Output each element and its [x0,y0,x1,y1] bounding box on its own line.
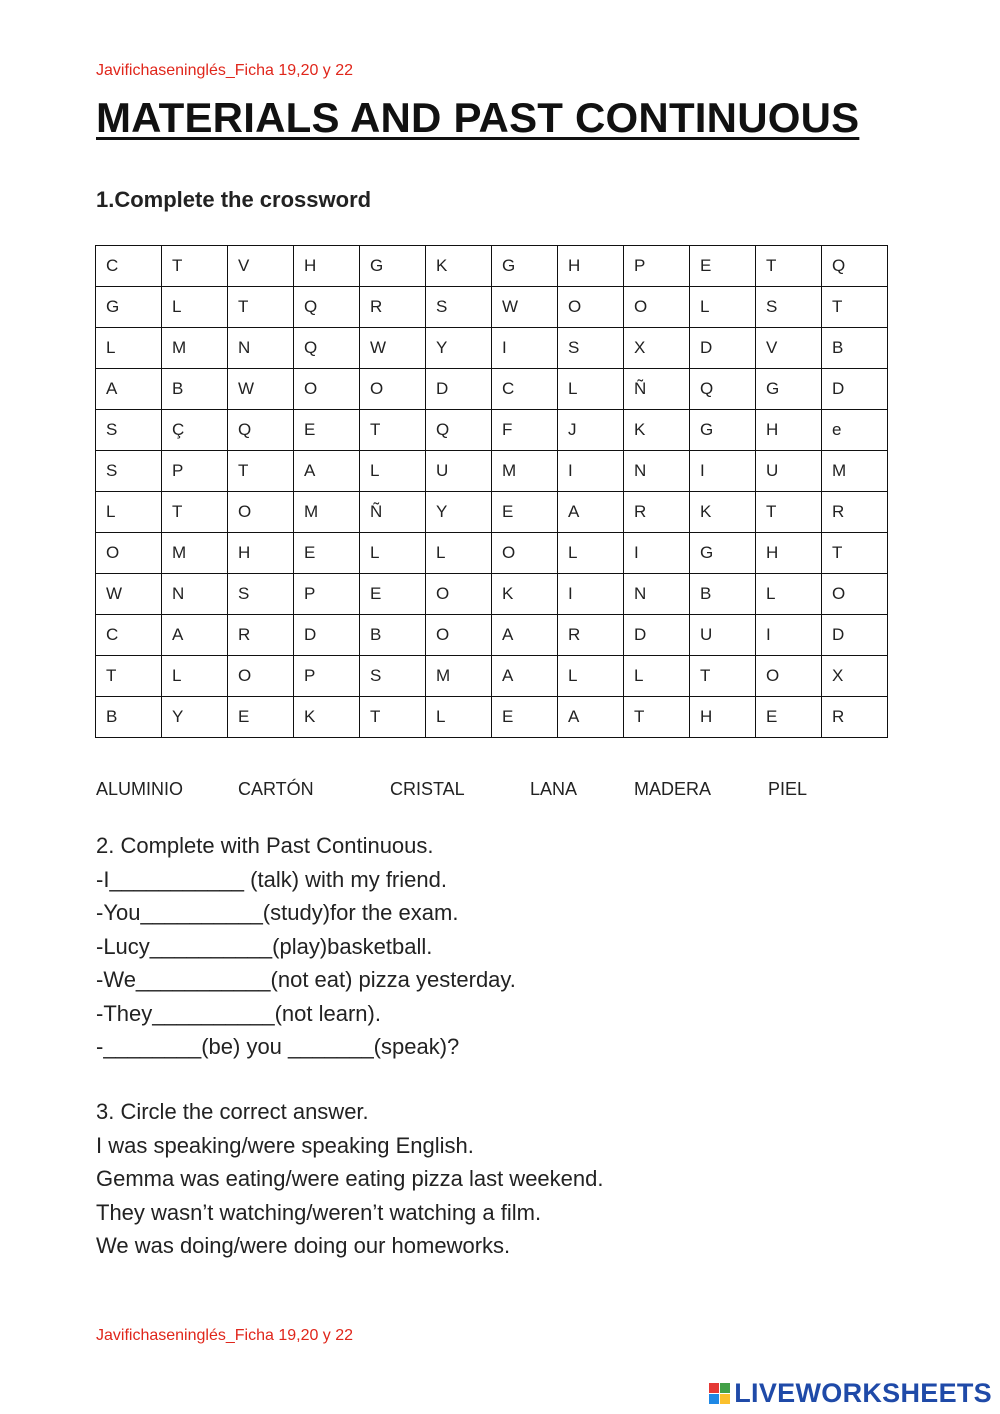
grid-cell[interactable]: O [228,656,294,697]
grid-cell[interactable]: Y [426,492,492,533]
grid-cell[interactable]: M [294,492,360,533]
grid-cell[interactable]: S [558,328,624,369]
exercise-line[interactable]: They wasn’t watching/weren’t watching a film. [96,1199,542,1225]
brand-watermark[interactable] [709,1378,992,1409]
grid-cell[interactable]: G [690,410,756,451]
word-list [96,779,856,803]
grid-row [96,246,888,287]
grid-cell[interactable]: L [162,287,228,328]
grid-cell[interactable]: T [756,492,822,533]
grid-cell[interactable]: L [756,574,822,615]
exercise-line[interactable]: -We___________(not eat) pizza yesterday. [96,967,516,992]
grid-cell[interactable]: e [822,410,888,451]
grid-cell[interactable]: W [96,574,162,615]
grid-cell[interactable]: T [228,451,294,492]
grid-cell[interactable]: A [558,492,624,533]
grid-cell[interactable]: S [96,451,162,492]
grid-cell[interactable]: K [426,246,492,287]
grid-cell[interactable]: L [162,656,228,697]
grid-cell[interactable]: X [624,328,690,369]
word-item: CARTÓN [238,779,314,799]
grid-cell[interactable]: T [228,287,294,328]
grid-cell[interactable]: O [756,656,822,697]
grid-cell[interactable]: A [492,656,558,697]
grid-cell[interactable]: T [162,246,228,287]
grid-cell[interactable]: L [558,656,624,697]
grid-cell[interactable]: V [228,246,294,287]
grid-cell[interactable]: D [294,615,360,656]
grid-cell[interactable]: P [624,246,690,287]
section1-heading: 1.Complete the crossword [96,187,372,212]
grid-cell[interactable]: L [558,533,624,574]
grid-cell[interactable]: L [360,451,426,492]
grid-cell[interactable]: I [690,451,756,492]
exercise-line[interactable]: Gemma was eating/were eating pizza last weekend. [96,1166,604,1191]
grid-cell[interactable]: P [294,656,360,697]
grid-cell[interactable]: W [492,287,558,328]
grid-cell[interactable]: O [228,492,294,533]
section2-heading: 2. Complete with Past Continuous. [96,833,434,858]
grid-cell[interactable]: B [96,697,162,738]
brand-name: LIVEWORKSHEETS [734,1378,992,1408]
grid-cell[interactable]: Q [426,410,492,451]
section2-exercise [96,829,516,1064]
grid-cell[interactable]: Y [426,328,492,369]
grid-cell[interactable]: H [756,533,822,574]
grid-cell[interactable]: C [96,246,162,287]
grid-cell[interactable]: H [690,697,756,738]
grid-cell[interactable]: A [294,451,360,492]
grid-cell[interactable]: L [690,287,756,328]
grid-cell[interactable]: A [162,615,228,656]
grid-cell[interactable]: B [690,574,756,615]
grid-cell[interactable]: T [690,656,756,697]
grid-cell[interactable]: S [426,287,492,328]
grid-cell[interactable]: G [492,246,558,287]
grid-cell[interactable]: Q [690,369,756,410]
grid-cell[interactable]: R [558,615,624,656]
grid-row [96,656,888,697]
grid-cell[interactable]: O [294,369,360,410]
header-credit: Javifichaseninglés_Ficha 19,20 y 22 [96,62,354,79]
grid-cell[interactable]: B [162,369,228,410]
grid-cell[interactable]: B [822,328,888,369]
grid-cell[interactable]: K [294,697,360,738]
grid-cell[interactable]: T [822,533,888,574]
grid-cell[interactable]: N [228,328,294,369]
grid-cell[interactable]: T [96,656,162,697]
grid-cell[interactable]: L [360,533,426,574]
grid-cell[interactable]: E [690,246,756,287]
grid-row [96,492,888,533]
grid-cell[interactable]: M [822,451,888,492]
section3-heading: 3. Circle the correct answer. [96,1099,369,1124]
grid-cell[interactable]: G [96,287,162,328]
grid-cell[interactable]: I [558,451,624,492]
grid-cell[interactable]: M [492,451,558,492]
grid-cell[interactable]: L [96,328,162,369]
grid-cell[interactable]: U [756,451,822,492]
grid-cell[interactable]: H [558,246,624,287]
grid-cell[interactable]: A [492,615,558,656]
grid-cell[interactable]: K [624,410,690,451]
page-title: MATERIALS AND PAST CONTINUOUS [96,94,860,141]
grid-cell[interactable]: L [624,656,690,697]
grid-cell[interactable]: D [624,615,690,656]
grid-cell[interactable]: Q [294,328,360,369]
grid-cell[interactable]: I [492,328,558,369]
grid-cell[interactable]: H [228,533,294,574]
exercise-line[interactable]: -________(be) you _______(speak)? [96,1034,460,1059]
grid-cell[interactable]: O [624,287,690,328]
grid-cell[interactable]: X [822,656,888,697]
exercise-line[interactable]: I was speaking/were speaking English. [96,1132,474,1158]
grid-cell[interactable]: T [360,410,426,451]
grid-cell[interactable]: E [492,697,558,738]
grid-cell[interactable]: T [162,492,228,533]
grid-cell[interactable]: O [426,615,492,656]
grid-cell[interactable]: W [228,369,294,410]
grid-cell[interactable]: A [96,369,162,410]
grid-cell[interactable]: D [822,369,888,410]
grid-cell[interactable]: Q [294,287,360,328]
grid-cell[interactable]: E [294,533,360,574]
grid-cell[interactable]: T [822,287,888,328]
grid-row [96,369,888,410]
crossword-grid [95,245,888,738]
grid-cell[interactable]: W [360,328,426,369]
grid-cell[interactable]: L [96,492,162,533]
grid-cell[interactable]: E [492,492,558,533]
grid-cell[interactable]: M [162,328,228,369]
grid-cell[interactable]: O [558,287,624,328]
grid-cell[interactable]: T [624,697,690,738]
grid-cell[interactable]: E [360,574,426,615]
grid-cell[interactable]: D [690,328,756,369]
grid-cell[interactable]: J [558,410,624,451]
grid-cell[interactable]: Ñ [360,492,426,533]
grid-cell[interactable]: O [360,369,426,410]
grid-row [96,328,888,369]
word-item: MADERA [634,779,712,799]
grid-cell[interactable]: C [492,369,558,410]
word-item: CRISTAL [390,779,465,799]
grid-row [96,451,888,492]
grid-cell[interactable]: D [426,369,492,410]
grid-cell[interactable]: S [360,656,426,697]
grid-cell[interactable]: G [360,246,426,287]
section3-exercise [96,1095,603,1263]
grid-cell[interactable]: M [162,533,228,574]
exercise-line[interactable]: We was doing/were doing our homeworks. [96,1233,511,1258]
grid-row [96,615,888,656]
grid-cell[interactable]: R [228,615,294,656]
exercise-line[interactable]: -Lucy__________(play)basketball. [96,933,433,959]
grid-cell[interactable]: N [162,574,228,615]
grid-cell[interactable]: Q [228,410,294,451]
grid-cell[interactable]: O [822,574,888,615]
grid-cell[interactable]: U [690,615,756,656]
grid-row [96,574,888,615]
grid-row [96,410,888,451]
footer-credit: Javifichaseninglés_Ficha 19,20 y 22 [96,1327,354,1344]
word-item: ALUMINIO [96,779,184,799]
grid-cell[interactable]: H [294,246,360,287]
grid-cell[interactable]: K [690,492,756,533]
grid-cell[interactable]: R [360,287,426,328]
grid-cell[interactable]: Q [822,246,888,287]
grid-cell[interactable]: Ç [162,410,228,451]
grid-cell[interactable]: D [822,615,888,656]
grid-cell[interactable]: I [558,574,624,615]
grid-cell[interactable]: F [492,410,558,451]
grid-cell[interactable]: G [756,369,822,410]
grid-cell[interactable]: O [426,574,492,615]
grid-cell[interactable]: B [360,615,426,656]
grid-cell[interactable]: I [624,533,690,574]
grid-cell[interactable]: R [822,492,888,533]
grid-cell[interactable]: V [756,328,822,369]
grid-cell[interactable]: S [228,574,294,615]
exercise-line[interactable]: -You__________(study)for the exam. [96,900,459,925]
grid-cell[interactable]: L [426,533,492,574]
grid-cell[interactable]: H [756,410,822,451]
grid-cell[interactable]: N [624,451,690,492]
grid-cell[interactable]: L [558,369,624,410]
grid-cell[interactable]: O [96,533,162,574]
grid-cell[interactable]: G [690,533,756,574]
grid-row [96,697,888,738]
grid-cell[interactable]: M [426,656,492,697]
grid-cell[interactable]: E [294,410,360,451]
grid-cell[interactable]: E [756,697,822,738]
grid-cell[interactable]: S [96,410,162,451]
grid-cell[interactable]: Ñ [624,369,690,410]
grid-cell[interactable]: E [228,697,294,738]
grid-cell[interactable]: R [822,697,888,738]
grid-cell[interactable]: N [624,574,690,615]
grid-cell[interactable]: A [558,697,624,738]
grid-row [96,533,888,574]
word-item: LANA [530,779,578,799]
grid-cell[interactable]: I [756,615,822,656]
word-item: PIEL [768,779,808,799]
grid-cell[interactable]: P [162,451,228,492]
grid-cell[interactable]: T [756,246,822,287]
exercise-line[interactable]: -They__________(not learn). [96,1000,381,1026]
grid-row [96,287,888,328]
grid-cell[interactable]: U [426,451,492,492]
exercise-line[interactable]: -I___________ (talk) with my friend. [96,866,447,892]
grid-cell[interactable]: T [360,697,426,738]
grid-cell[interactable]: C [96,615,162,656]
grid-cell[interactable]: R [624,492,690,533]
grid-cell[interactable]: S [756,287,822,328]
grid-cell[interactable]: L [426,697,492,738]
grid-cell[interactable]: Y [162,697,228,738]
grid-cell[interactable]: O [492,533,558,574]
liveworksheets-logo-icon [709,1383,730,1404]
grid-cell[interactable]: P [294,574,360,615]
grid-cell[interactable]: K [492,574,558,615]
